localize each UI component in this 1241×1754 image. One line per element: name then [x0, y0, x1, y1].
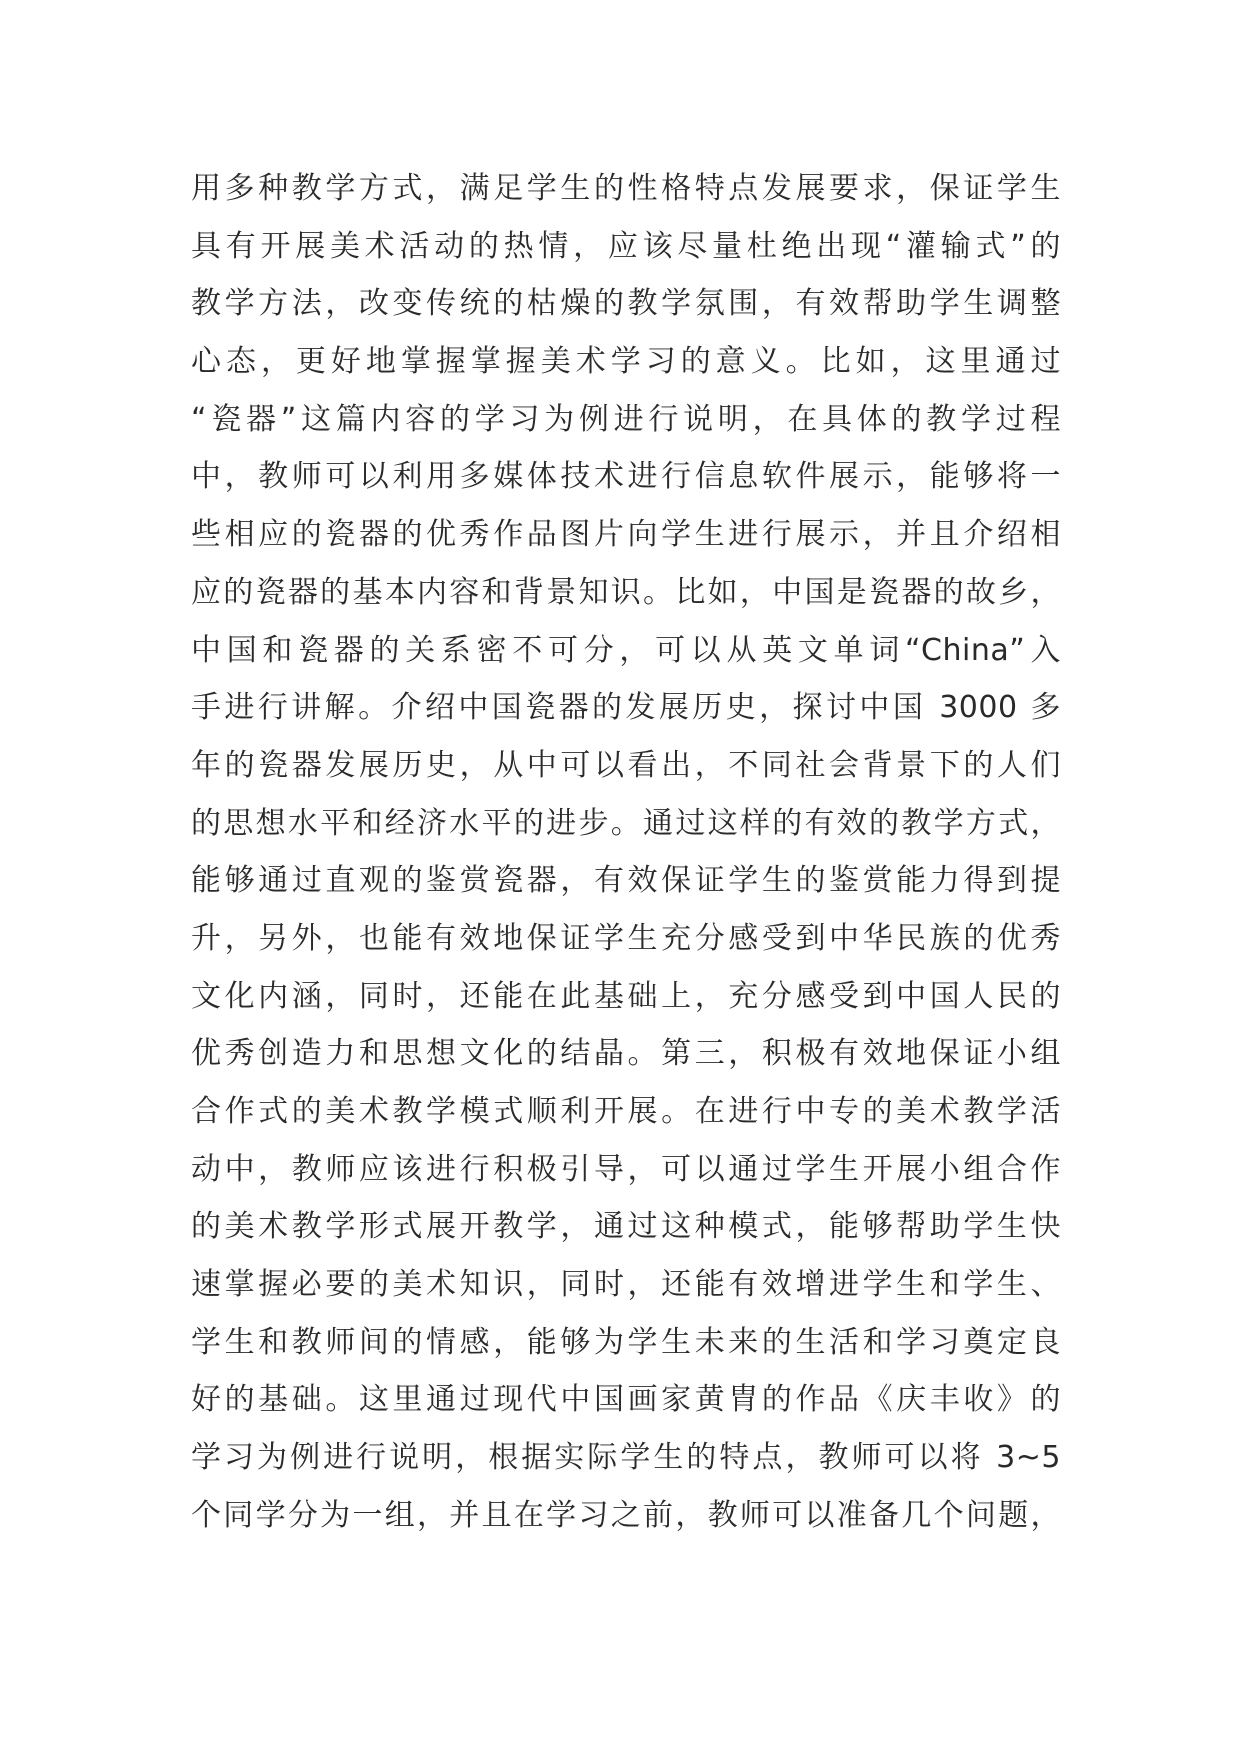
text-line: 手进行讲解。介绍中国瓷器的发展历史，探讨中国 3000 多	[191, 690, 1061, 726]
text-line: 应的瓷器的基本内容和背景知识。比如，中国是瓷器的故乡，	[191, 574, 1061, 610]
text-line: 合作式的美术教学模式顺利开展。在进行中专的美术教学活	[191, 1094, 1061, 1129]
text-line: 具有开展美术活动的热情，应该尽量杜绝出现“灌输式”的	[191, 228, 1061, 264]
text-line: 心态，更好地掌握掌握美术学习的意义。比如，这里通过	[191, 344, 1061, 380]
text-line: 个同学分为一组，并且在学习之前，教师可以准备几个问题，	[191, 1497, 1061, 1533]
text-line: 升，另外，也能有效地保证学生充分感受到中华民族的优秀	[191, 920, 1061, 956]
text-line: 中国和瓷器的关系密不可分，可以从英文单词“China”入	[191, 632, 1061, 668]
text-line: 学生和教师间的情感，能够为学生未来的生活和学习奠定良	[191, 1324, 1061, 1360]
text-line: 动中，教师应该进行积极引导，可以通过学生开展小组合作	[191, 1151, 1061, 1187]
text-line: 的美术教学形式展开教学，通过这种模式，能够帮助学生快	[191, 1209, 1061, 1245]
text-line: 文化内涵，同时，还能在此基础上，充分感受到中国人民的	[191, 978, 1061, 1014]
text-line: 的思想水平和经济水平的进步。通过这样的有效的教学方式，	[191, 805, 1061, 841]
text-line: 能够通过直观的鉴赏瓷器，有效保证学生的鉴赏能力得到提	[191, 863, 1061, 899]
body-paragraph	[191, 160, 1061, 1545]
text-line: 教学方法，改变传统的枯燥的教学氛围，有效帮助学生调整	[191, 286, 1061, 322]
text-line: 速掌握必要的美术知识，同时，还能有效增进学生和学生、	[191, 1267, 1061, 1303]
text-line: 学习为例进行说明，根据实际学生的特点，教师可以将 3~5	[191, 1440, 1061, 1476]
text-line: 些相应的瓷器的优秀作品图片向学生进行展示，并且介绍相	[191, 517, 1061, 553]
text-line: 好的基础。这里通过现代中国画家黄胄的作品《庆丰收》的	[191, 1382, 1061, 1418]
text-line: 用多种教学方式，满足学生的性格特点发展要求，保证学生	[191, 171, 1061, 206]
text-line: 优秀创造力和思想文化的结晶。第三，积极有效地保证小组	[191, 1036, 1061, 1072]
text-line: 年的瓷器发展历史，从中可以看出，不同社会背景下的人们	[191, 747, 1061, 783]
text-line: “瓷器”这篇内容的学习为例进行说明，在具体的教学过程	[191, 401, 1061, 437]
text-line: 中，教师可以利用多媒体技术进行信息软件展示，能够将一	[191, 459, 1061, 495]
